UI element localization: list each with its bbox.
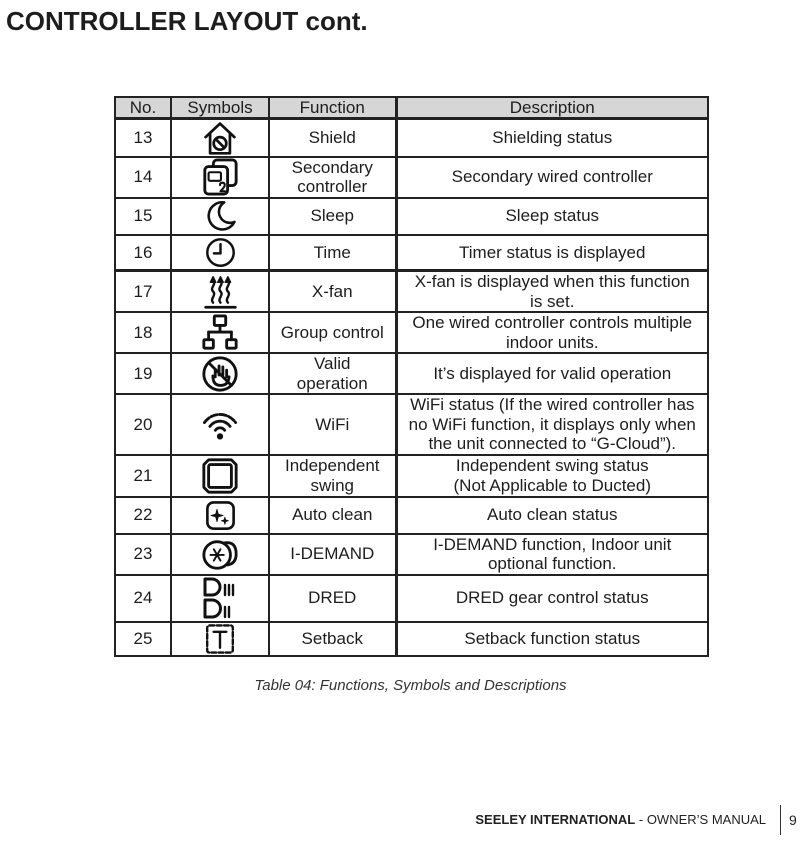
description-cell xyxy=(396,271,708,313)
function-text: Shield xyxy=(308,127,356,147)
function-text: operation xyxy=(296,373,368,393)
description-cell xyxy=(396,455,708,497)
function-cell xyxy=(269,622,396,656)
description-text: Sleep status xyxy=(505,206,600,226)
description-cell xyxy=(396,235,708,271)
function-text: Time xyxy=(313,242,351,262)
footer-brand: SEELEY INTERNATIONAL xyxy=(475,812,636,827)
symbol-cell xyxy=(171,118,269,157)
function-cell xyxy=(269,271,396,313)
table-row xyxy=(115,575,708,622)
table-row xyxy=(115,312,708,353)
row-number: 21 xyxy=(115,455,171,497)
description-cell xyxy=(396,622,708,656)
header-function: Function xyxy=(269,97,396,118)
description-text: Setback function status xyxy=(464,628,641,648)
description-text: Shielding status xyxy=(492,127,613,147)
row-number: 25 xyxy=(115,622,171,656)
symbol-cell xyxy=(171,271,269,313)
footer-manual-label: - OWNER’S MANUAL xyxy=(638,812,766,827)
moon-icon xyxy=(203,199,237,233)
function-cell xyxy=(269,497,396,534)
row-number: 13 xyxy=(115,118,171,157)
header-no: No. xyxy=(115,97,171,118)
function-text: DRED xyxy=(308,588,357,608)
symbol-cell xyxy=(171,235,269,271)
description-cell xyxy=(396,394,708,455)
table-row xyxy=(115,534,708,575)
table-body xyxy=(115,118,708,656)
function-cell xyxy=(269,534,396,575)
table-row xyxy=(115,157,708,198)
footer-divider xyxy=(780,805,781,835)
description-text: optional function. xyxy=(487,554,617,573)
group-control-icon xyxy=(201,314,239,352)
table-row xyxy=(115,497,708,534)
header-row xyxy=(115,97,708,118)
row-number: 22 xyxy=(115,497,171,534)
function-cell xyxy=(269,575,396,622)
description-text: WiFi status (If the wired controller has xyxy=(410,395,695,414)
symbol-cell xyxy=(171,497,269,534)
description-cell xyxy=(396,534,708,575)
row-number: 24 xyxy=(115,575,171,622)
function-cell xyxy=(269,118,396,157)
valid-operation-icon xyxy=(201,355,239,393)
page-number: 9 xyxy=(789,812,797,828)
function-text: swing xyxy=(310,475,354,495)
function-cell xyxy=(269,455,396,497)
symbol-cell xyxy=(171,575,269,622)
table-header xyxy=(115,97,708,118)
clock-icon xyxy=(204,236,237,269)
function-text: Secondary xyxy=(291,157,373,177)
independent-swing-icon xyxy=(201,457,239,495)
symbol-cell xyxy=(171,198,269,235)
function-cell xyxy=(269,312,396,353)
auto-clean-icon xyxy=(203,498,238,533)
description-text: One wired controller controls multiple xyxy=(412,313,693,332)
function-text: Valid xyxy=(313,354,351,373)
header-description: Description xyxy=(396,97,708,118)
footer xyxy=(475,811,766,829)
function-text: Setback xyxy=(301,628,363,648)
wifi-icon xyxy=(200,405,240,443)
description-text: (Not Applicable to Ducted) xyxy=(453,475,651,495)
function-text: X-fan xyxy=(311,281,353,301)
description-text: Timer status is displayed xyxy=(459,242,646,262)
function-text: I-DEMAND xyxy=(290,544,375,564)
function-text: Group control xyxy=(280,322,384,342)
description-text: the unit connected to “G-Cloud”). xyxy=(428,434,677,453)
function-text: controller xyxy=(297,177,368,196)
description-cell xyxy=(396,575,708,622)
row-number: 23 xyxy=(115,534,171,575)
description-text: Secondary wired controller xyxy=(451,167,653,187)
table-row xyxy=(115,118,708,157)
description-text: Auto clean status xyxy=(487,505,618,525)
description-cell xyxy=(396,353,708,394)
row-number: 18 xyxy=(115,312,171,353)
table-row xyxy=(115,455,708,497)
row-number: 20 xyxy=(115,394,171,455)
symbol-cell xyxy=(171,394,269,455)
table-row xyxy=(115,622,708,656)
functions-table xyxy=(114,96,709,657)
symbol-cell xyxy=(171,455,269,497)
row-number: 15 xyxy=(115,198,171,235)
header-symbols: Symbols xyxy=(171,97,269,118)
function-text: Auto clean xyxy=(292,505,373,525)
description-cell xyxy=(396,312,708,353)
function-text: Sleep xyxy=(310,206,354,226)
secondary-controller-icon xyxy=(201,158,239,196)
row-number: 14 xyxy=(115,157,171,198)
table-row xyxy=(115,271,708,313)
dred-icon xyxy=(200,576,240,620)
page-title: CONTROLLER LAYOUT cont. xyxy=(6,6,368,36)
row-number: 19 xyxy=(115,353,171,394)
table-caption: Table 04: Functions, Symbols and Descriptions xyxy=(254,677,567,694)
description-cell xyxy=(396,198,708,235)
table-row xyxy=(115,394,708,455)
table-row xyxy=(115,198,708,235)
row-number: 16 xyxy=(115,235,171,271)
table-row xyxy=(115,353,708,394)
function-cell xyxy=(269,235,396,271)
symbol-cell xyxy=(171,353,269,394)
description-text: DRED gear control status xyxy=(455,588,649,608)
description-text: no WiFi function, it displays only when xyxy=(408,414,696,434)
symbol-cell xyxy=(171,157,269,198)
symbol-cell xyxy=(171,622,269,656)
description-text: X-fan is displayed when this function xyxy=(414,272,690,291)
description-text: I-DEMAND function, Indoor unit xyxy=(433,534,672,554)
description-text: Independent swing status xyxy=(455,456,649,475)
setback-icon xyxy=(204,623,236,655)
symbol-cell xyxy=(171,312,269,353)
function-cell xyxy=(269,157,396,198)
i-demand-icon xyxy=(201,535,239,573)
function-cell xyxy=(269,353,396,394)
description-text: is set. xyxy=(530,291,575,311)
description-cell xyxy=(396,157,708,198)
description-cell xyxy=(396,497,708,534)
description-text: indoor units. xyxy=(505,332,599,352)
function-cell xyxy=(269,198,396,235)
x-fan-icon xyxy=(202,273,239,310)
description-text: It’s displayed for valid operation xyxy=(433,363,672,383)
description-cell xyxy=(396,118,708,157)
function-cell xyxy=(269,394,396,455)
function-text: WiFi xyxy=(315,414,350,434)
shield-icon xyxy=(202,120,238,156)
symbol-cell xyxy=(171,534,269,575)
row-number: 17 xyxy=(115,271,171,313)
table-row xyxy=(115,235,708,271)
function-text: Independent xyxy=(284,456,380,475)
